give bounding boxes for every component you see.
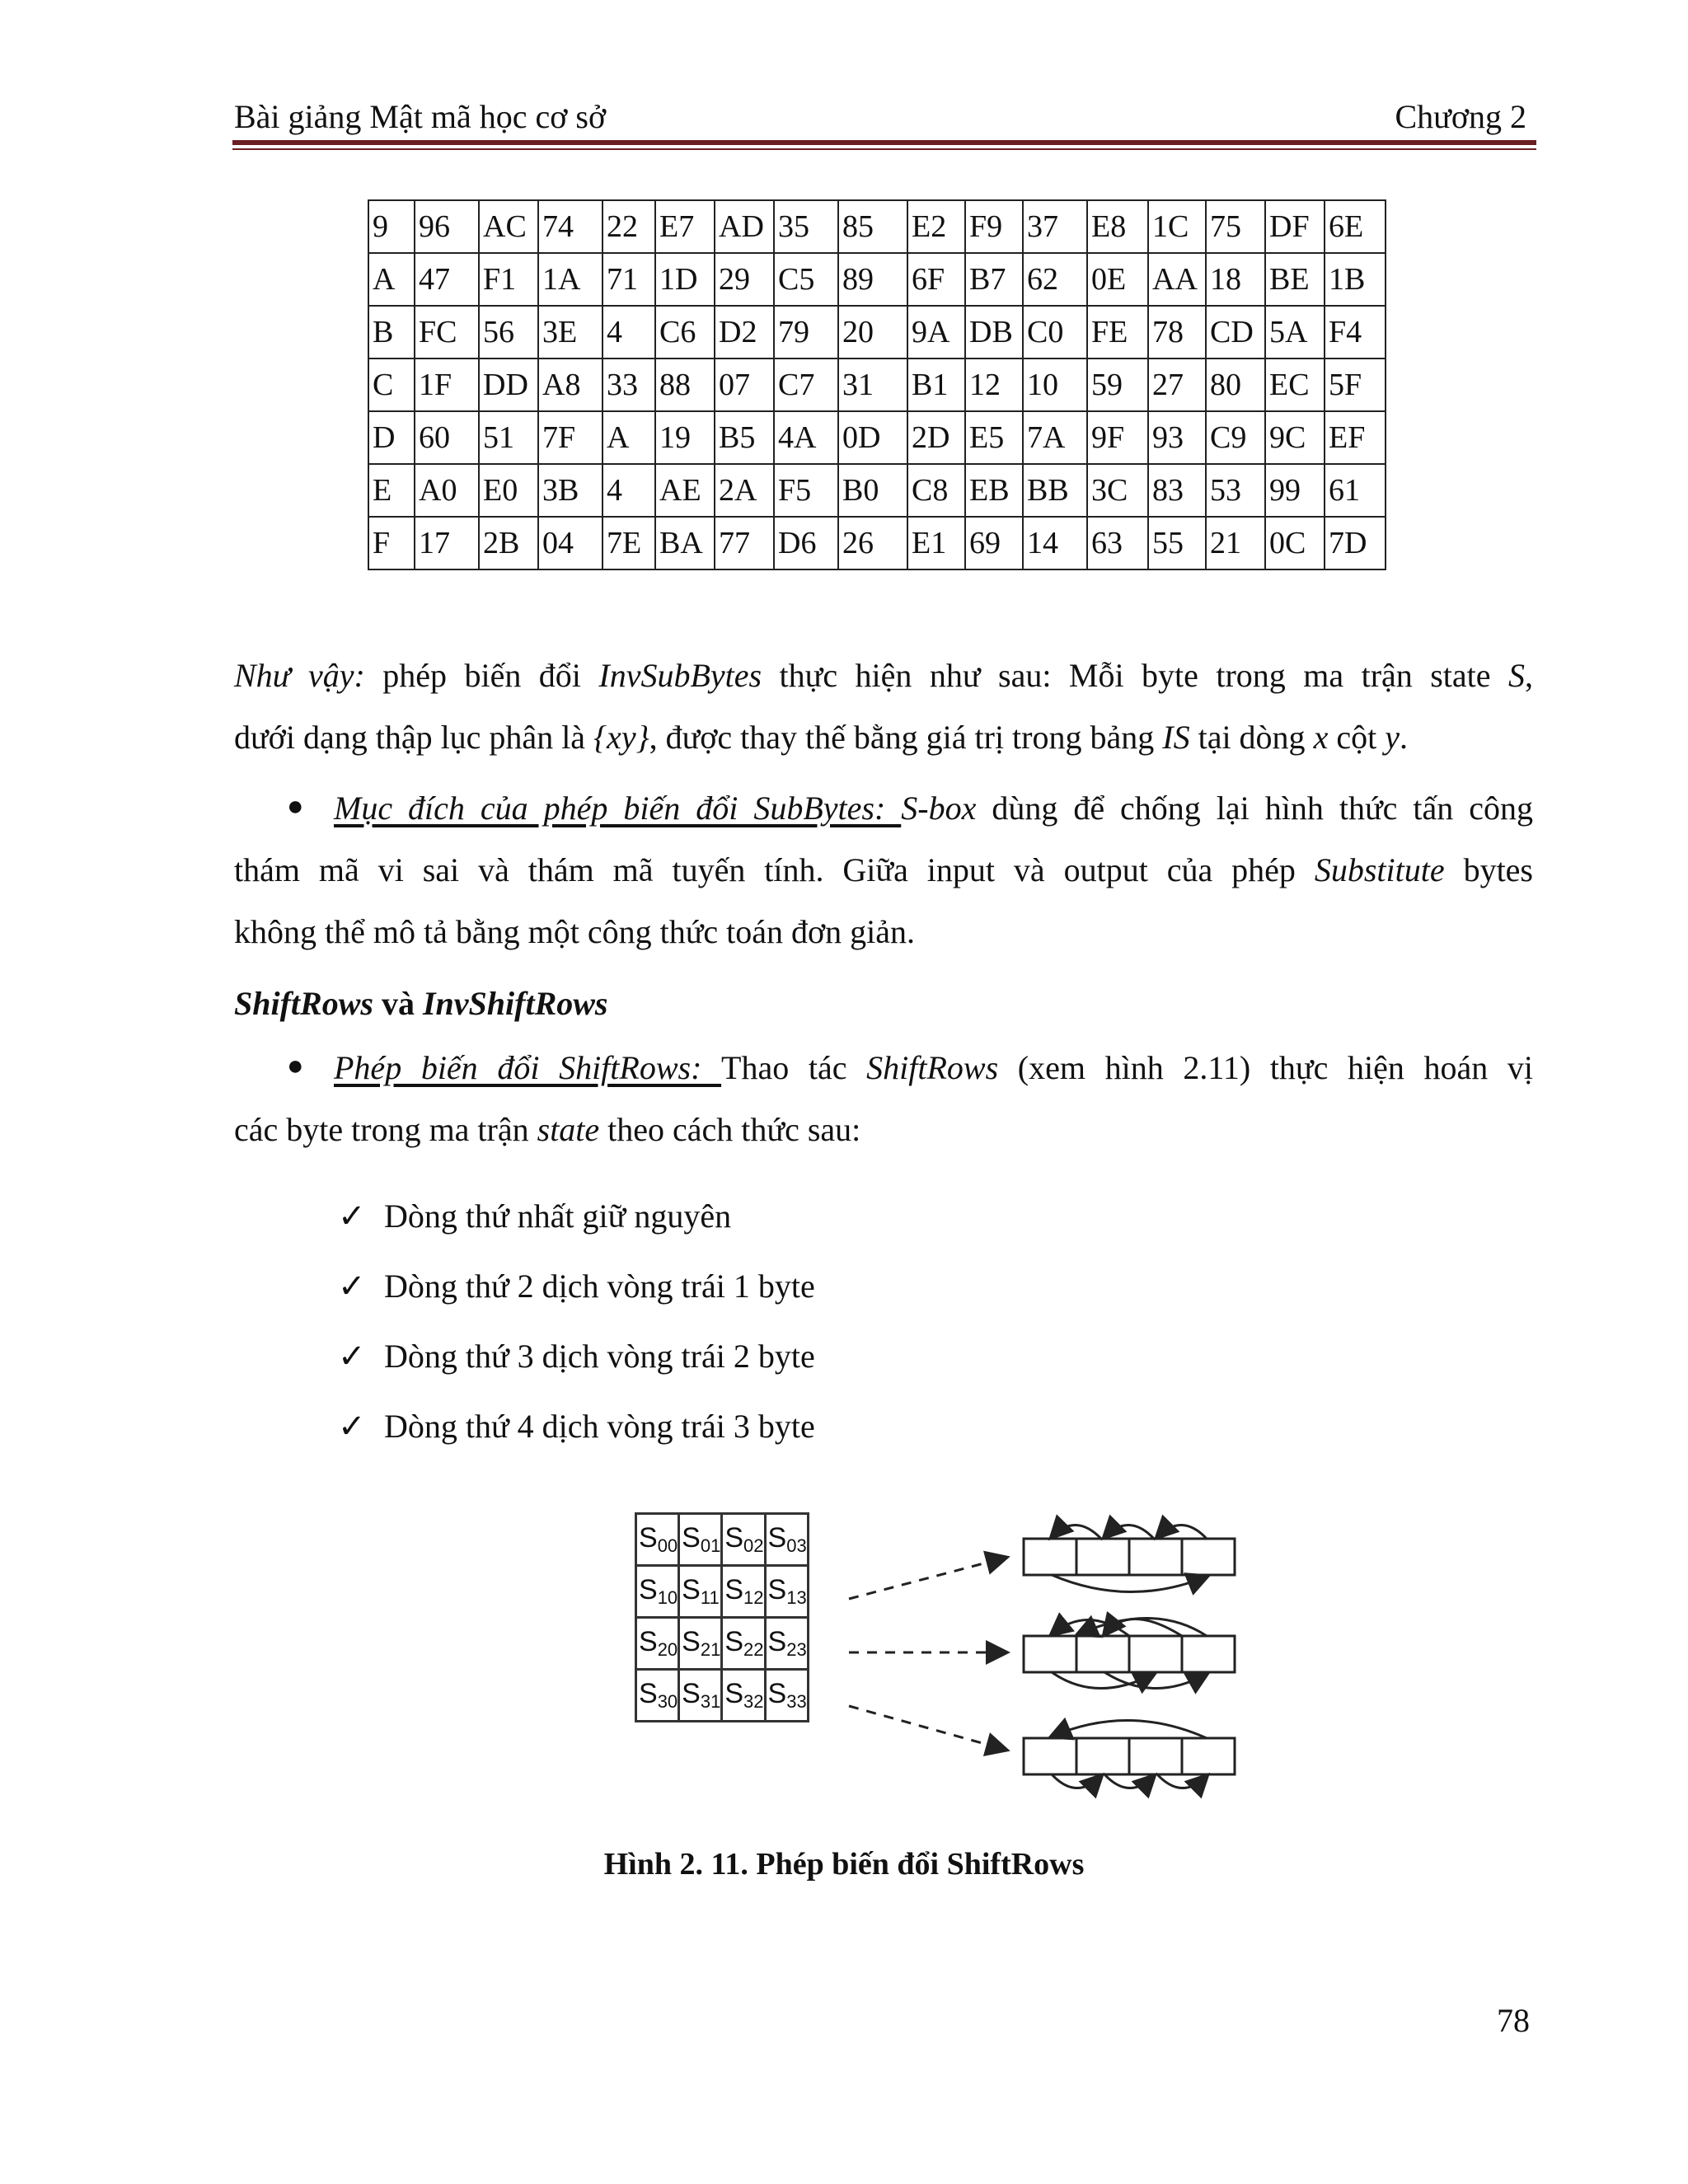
row-header-cell: F [368, 517, 415, 569]
table-cell: 2A [715, 464, 774, 517]
checklist-item: Dòng thứ nhất giữ nguyên [384, 1197, 732, 1235]
header-rule-thin [232, 148, 1536, 150]
table-cell: E5 [965, 411, 1023, 464]
table-cell: 47 [415, 253, 479, 306]
state-cell-base: S [724, 1574, 744, 1605]
table-cell: 60 [415, 411, 479, 464]
table-cell: 1B [1325, 253, 1386, 306]
table-cell: 5F [1325, 359, 1386, 411]
bullet-shiftrows-line2 [234, 1099, 1533, 1160]
table-cell: D2 [715, 306, 774, 359]
state-cell-base: S [639, 1626, 658, 1657]
table-cell: 10 [1023, 359, 1087, 411]
bullet-icon: ● [287, 791, 304, 822]
shift-row-2-diagram [1024, 1618, 1235, 1688]
table-cell: B0 [838, 464, 907, 517]
table-cell: 7D [1325, 517, 1386, 569]
text: . [1399, 719, 1408, 756]
text: và [373, 985, 423, 1022]
table-cell: 29 [715, 253, 774, 306]
table-cell: FC [415, 306, 479, 359]
dashed-arrow-row4 [849, 1706, 1006, 1750]
table-cell: 51 [479, 411, 538, 464]
state-cell-index: 23 [786, 1639, 807, 1660]
table-cell: C8 [907, 464, 965, 517]
table-cell: FE [1087, 306, 1148, 359]
figure-caption: Hình 2. 11. Phép biến đổi ShiftRows [603, 1847, 1085, 1882]
text: , [1525, 657, 1534, 694]
table-cell: BB [1023, 464, 1087, 517]
table-cell: 4A [774, 411, 838, 464]
state-cell-index: 30 [657, 1691, 678, 1712]
table-cell: 0D [838, 411, 907, 464]
table-cell: 14 [1023, 517, 1087, 569]
table-cell: 3C [1087, 464, 1148, 517]
text: (xem hình 2.11) thực hiện hoán vị [998, 1049, 1533, 1086]
text: dùng để chống lại hình thức tấn công [976, 790, 1533, 827]
table-cell: 04 [538, 517, 603, 569]
table-cell: AA [1148, 253, 1206, 306]
state-cell-base: S [682, 1678, 701, 1709]
table-cell: C6 [655, 306, 715, 359]
table-cell: 62 [1023, 253, 1087, 306]
text: , được thay thế bằng giá trị trong bảng [649, 719, 1163, 756]
table-cell: F1 [479, 253, 538, 306]
inverse-sbox-table [368, 199, 1386, 570]
table-cell: C5 [774, 253, 838, 306]
state-cell-index: 32 [743, 1691, 764, 1712]
table-row [368, 411, 1386, 464]
table-cell: 12 [965, 359, 1023, 411]
check-icon: ✓ [338, 1338, 366, 1375]
check-icon: ✓ [338, 1268, 366, 1305]
table-cell: AE [655, 464, 715, 517]
table-cell: 99 [1265, 464, 1325, 517]
bullet-subbytes-line1 [334, 777, 1533, 839]
state-cell-index: 13 [786, 1587, 807, 1608]
table-cell: 6E [1325, 200, 1386, 253]
term-state: state [537, 1111, 600, 1148]
table-row [368, 464, 1386, 517]
state-cell-index: 00 [657, 1535, 678, 1556]
table-cell: 63 [1087, 517, 1148, 569]
table-cell: 77 [715, 517, 774, 569]
para-lead: Như vậy: [234, 657, 365, 694]
para-invsubbytes-line2 [234, 706, 1533, 768]
table-cell: 75 [1206, 200, 1265, 253]
heading-shiftrows: ShiftRows [234, 985, 373, 1022]
state-cell-base: S [767, 1678, 787, 1709]
table-cell: 7F [538, 411, 603, 464]
table-cell: AC [479, 200, 538, 253]
table-cell: 53 [1206, 464, 1265, 517]
table-cell: DF [1265, 200, 1325, 253]
page-number: 78 [1497, 2002, 1530, 2039]
table-cell: 26 [838, 517, 907, 569]
table-row [368, 359, 1386, 411]
table-cell: 80 [1206, 359, 1265, 411]
term-substitute: Substitute [1314, 851, 1445, 888]
state-cell-base: S [682, 1522, 701, 1554]
table-cell: DB [965, 306, 1023, 359]
table-cell: EC [1265, 359, 1325, 411]
table-cell: 3E [538, 306, 603, 359]
section-heading [234, 984, 608, 1023]
text: bytes [1444, 851, 1533, 888]
table-cell: 20 [838, 306, 907, 359]
state-cell-index: 20 [657, 1639, 678, 1660]
table-cell: 17 [415, 517, 479, 569]
state-cell-base: S [724, 1626, 744, 1657]
table-cell: 56 [479, 306, 538, 359]
state-cell-index: 03 [786, 1535, 807, 1556]
table-cell: 78 [1148, 306, 1206, 359]
state-cell-base: S [639, 1574, 658, 1605]
term-sbox: S-box [901, 790, 977, 827]
bullet-shiftrows-line1 [334, 1037, 1533, 1099]
text: thám mã vi sai và thám mã tuyến tính. Giữa input và output của phép [234, 851, 1315, 888]
table-cell: BE [1265, 253, 1325, 306]
table-cell: 07 [715, 359, 774, 411]
state-cell-index: 02 [743, 1535, 764, 1556]
table-cell: D6 [774, 517, 838, 569]
table-cell: 1D [655, 253, 715, 306]
row-header-cell: B [368, 306, 415, 359]
table-cell: 9A [907, 306, 965, 359]
row-header-cell: C [368, 359, 415, 411]
table-cell: 79 [774, 306, 838, 359]
row-header-cell: 9 [368, 200, 415, 253]
term-invsubbytes: InvSubBytes [598, 657, 762, 694]
row-header-cell: E [368, 464, 415, 517]
table-row [368, 200, 1386, 253]
table-cell: AD [715, 200, 774, 253]
table-cell: 1A [538, 253, 603, 306]
state-cell-base: S [724, 1678, 744, 1709]
state-cell-index: 01 [700, 1535, 721, 1556]
term-shiftrows: ShiftRows [866, 1049, 999, 1086]
table-cell: 31 [838, 359, 907, 411]
table-cell: 2B [479, 517, 538, 569]
text: các byte trong ma trận [234, 1111, 537, 1148]
table-cell: B5 [715, 411, 774, 464]
table-cell: 96 [415, 200, 479, 253]
table-cell: 5A [1265, 306, 1325, 359]
table-cell: C0 [1023, 306, 1087, 359]
table-cell: EB [965, 464, 1023, 517]
shift-row-1-diagram [1024, 1525, 1235, 1591]
table-cell: 6F [907, 253, 965, 306]
row-header-cell: D [368, 411, 415, 464]
text: Thao tác [721, 1049, 867, 1086]
state-cell-base: S [639, 1678, 658, 1709]
table-cell: 0E [1087, 253, 1148, 306]
table-cell: 85 [838, 200, 907, 253]
table-cell: 9F [1087, 411, 1148, 464]
table-cell: 2D [907, 411, 965, 464]
state-cell-index: 21 [700, 1639, 721, 1660]
text: tại dòng [1189, 719, 1314, 756]
header-rule [232, 140, 1536, 145]
table-cell: 93 [1148, 411, 1206, 464]
table-cell: B7 [965, 253, 1023, 306]
state-cell-index: 22 [743, 1639, 764, 1660]
state-cell-index: 11 [700, 1587, 720, 1608]
table-cell: 89 [838, 253, 907, 306]
state-cell-base: S [682, 1626, 701, 1657]
check-icon: ✓ [338, 1197, 366, 1235]
text: theo cách thức sau: [599, 1111, 861, 1148]
table-cell: 83 [1148, 464, 1206, 517]
table-cell: F5 [774, 464, 838, 517]
table-cell: A [603, 411, 655, 464]
table-cell: E2 [907, 200, 965, 253]
state-cell-base: S [639, 1522, 658, 1554]
para-invsubbytes-line1 [234, 644, 1533, 706]
state-cell-index: 10 [657, 1587, 678, 1608]
table-cell: F4 [1325, 306, 1386, 359]
table-cell: 3B [538, 464, 603, 517]
table-cell: 21 [1206, 517, 1265, 569]
row-header-cell: A [368, 253, 415, 306]
dashed-arrow-row2 [849, 1558, 1006, 1599]
state-cell-base: S [767, 1626, 787, 1657]
checklist-item: Dòng thứ 4 dịch vòng trái 3 byte [384, 1408, 815, 1445]
state-cell-base: S [724, 1522, 744, 1554]
table-cell: 37 [1023, 200, 1087, 253]
heading-invshiftrows: InvShiftRows [422, 985, 608, 1022]
table-cell: EF [1325, 411, 1386, 464]
table-cell: 0C [1265, 517, 1325, 569]
state-cell-index: 12 [743, 1587, 764, 1608]
checklist-item: Dòng thứ 2 dịch vòng trái 1 byte [384, 1268, 815, 1305]
table-cell: E7 [655, 200, 715, 253]
table-cell: 18 [1206, 253, 1265, 306]
term-xy: {xy} [593, 719, 649, 756]
table-row [368, 517, 1386, 569]
table-cell: E0 [479, 464, 538, 517]
check-icon: ✓ [338, 1408, 366, 1445]
table-cell: 27 [1148, 359, 1206, 411]
table-cell: A0 [415, 464, 479, 517]
table-cell: BA [655, 517, 715, 569]
table-cell: E8 [1087, 200, 1148, 253]
table-cell: 1C [1148, 200, 1206, 253]
table-cell: 4 [603, 306, 655, 359]
state-cell-index: 33 [786, 1691, 807, 1712]
term-s: S [1508, 657, 1526, 694]
table-cell: 7A [1023, 411, 1087, 464]
text: thực hiện như sau: Mỗi byte trong ma trận state [762, 657, 1509, 694]
term-y: y [1385, 719, 1400, 756]
table-cell: 9C [1265, 411, 1325, 464]
bullet-subbytes-line3: không thể mô tả bằng một công thức toán đơn giản. [234, 913, 916, 950]
state-cell-index: 31 [700, 1691, 721, 1712]
table-cell: 88 [655, 359, 715, 411]
table-cell: CD [1206, 306, 1265, 359]
text: dưới dạng thập lục phân là [234, 719, 594, 756]
table-cell: B1 [907, 359, 965, 411]
table-cell: 33 [603, 359, 655, 411]
bullet-label: Mục đích của phép biến đổi SubBytes: [334, 790, 902, 827]
bullet-subbytes-line2 [234, 839, 1533, 901]
table-cell: 7E [603, 517, 655, 569]
table-cell: C7 [774, 359, 838, 411]
table-cell: 4 [603, 464, 655, 517]
state-cell-base: S [767, 1522, 787, 1554]
table-cell: A8 [538, 359, 603, 411]
table-cell: F9 [965, 200, 1023, 253]
table-cell: 69 [965, 517, 1023, 569]
table-cell: 1F [415, 359, 479, 411]
text: cột [1328, 719, 1386, 756]
table-cell: 59 [1087, 359, 1148, 411]
state-cell-base: S [682, 1574, 701, 1605]
table-cell: 74 [538, 200, 603, 253]
term-is: IS [1162, 719, 1190, 756]
header-chapter: Chương 2 [1395, 98, 1526, 135]
shift-row-3-diagram [1024, 1720, 1235, 1788]
table-cell: 61 [1325, 464, 1386, 517]
bullet-label: Phép biến đổi ShiftRows: [334, 1049, 722, 1086]
table-cell: 19 [655, 411, 715, 464]
table-cell: C9 [1206, 411, 1265, 464]
header-title: Bài giảng Mật mã học cơ sở [234, 98, 607, 135]
bullet-icon: ● [287, 1051, 304, 1081]
table-cell: 35 [774, 200, 838, 253]
state-cell-base: S [767, 1574, 787, 1605]
table-cell: DD [479, 359, 538, 411]
table-row [368, 306, 1386, 359]
table-row [368, 253, 1386, 306]
table-cell: 55 [1148, 517, 1206, 569]
table-cell: 71 [603, 253, 655, 306]
shiftrows-diagram [635, 1512, 1245, 1793]
checklist-item: Dòng thứ 3 dịch vòng trái 2 byte [384, 1338, 815, 1375]
table-cell: 22 [603, 200, 655, 253]
text: phép biến đổi [364, 657, 599, 694]
table-cell: E1 [907, 517, 965, 569]
term-x: x [1313, 719, 1329, 756]
